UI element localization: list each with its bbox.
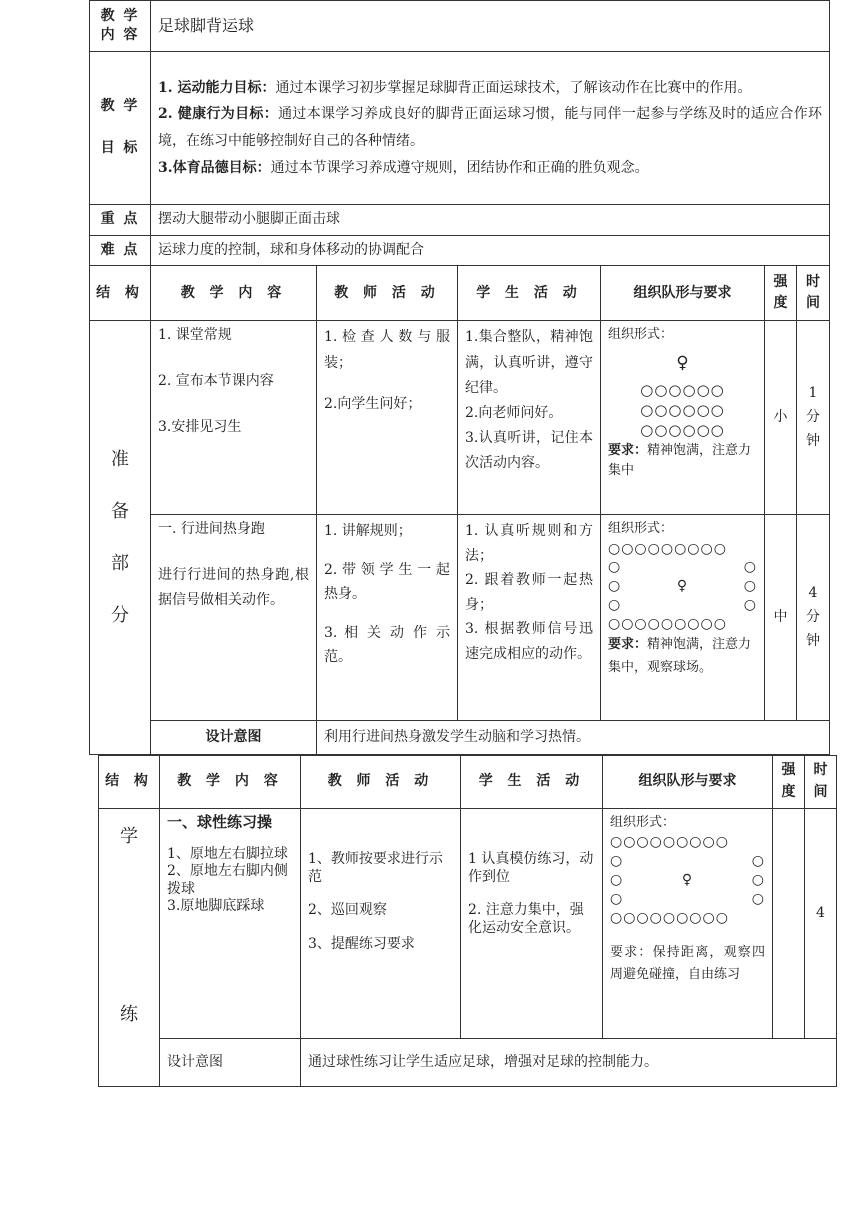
- req-label: 要求：: [608, 636, 648, 652]
- col-student: 学 生 活 动: [461, 756, 603, 809]
- section-char: 部: [111, 552, 129, 574]
- content-line: 3.安排见习生: [158, 418, 242, 435]
- teacher-line: 1. 讲解规则；: [324, 523, 412, 540]
- student-row: ○○○○○○: [640, 421, 725, 440]
- goal-label-line: 目 标: [100, 140, 140, 156]
- org-title: 组织形式：: [608, 327, 674, 343]
- practice-content: [160, 809, 301, 1039]
- practice-student: [461, 809, 603, 1039]
- content-item: 2、原地左右脚内侧拨球: [167, 863, 288, 897]
- org-title: 组织形式：: [608, 521, 674, 537]
- student-dot: ○: [743, 597, 757, 614]
- content-label: 教 学 内 容: [90, 1, 151, 52]
- student-line: 2. 跟着教师一起热身；: [465, 572, 593, 613]
- goal-title: 3.体育品德目标：: [158, 159, 271, 176]
- content-line: 1. 课堂常规: [158, 327, 232, 344]
- practice-intent-label: 设计意图: [160, 1039, 301, 1087]
- prep2-time: 4 分 钟: [797, 515, 830, 721]
- goal-text: 通过本课学习初步掌握足球脚背正面运球技术，了解该动作在比赛中的作用。: [275, 79, 752, 96]
- student-line: 3.认真听讲，记住本次活动内容。: [465, 430, 593, 472]
- student-row: ○○○○○○○○○: [608, 540, 727, 557]
- goal-title: 1. 运动能力目标：: [158, 79, 276, 96]
- student-dot: ○: [751, 890, 765, 907]
- teacher-line: 2.向学生问好；: [324, 395, 422, 412]
- student-line: 3. 根据教师信号迅速完成相应的动作。: [465, 621, 593, 662]
- teacher-line: 2. 带 领 学 生 一 起热身。: [324, 561, 450, 603]
- content-text: 进行行进间的热身跑,根据信号做相关动作。: [158, 567, 309, 608]
- student-line: 2.向老师问好。: [465, 404, 563, 421]
- col-content: 教 学 内 容: [160, 756, 301, 809]
- col-structure: 结 构: [90, 266, 151, 321]
- teacher-line: 3、提醒练习要求: [308, 935, 415, 952]
- student-dot: ○: [751, 853, 765, 870]
- student-dot: ○: [743, 559, 757, 576]
- student-line: 2. 注意力集中，强化运动安全意识。: [468, 902, 584, 936]
- key-value: 摆动大腿带动小腿脚正面击球: [151, 205, 830, 236]
- teacher-line: 1、教师按要求进行示范: [308, 851, 443, 885]
- section-practice: [99, 809, 160, 1087]
- col-org: 组织队形与要求: [601, 266, 765, 321]
- practice-time: 4: [805, 809, 837, 1039]
- student-line: 1.集合整队，精神饱满，认真听讲，遵守纪律。: [465, 329, 593, 396]
- prep2-teacher: [317, 515, 458, 721]
- req-label: 要求：: [608, 442, 648, 458]
- goal-item: [158, 155, 822, 182]
- student-row: ○○○○○○○○○: [608, 616, 727, 633]
- student-dot: ○: [610, 871, 624, 888]
- student-dot: ○: [610, 890, 624, 907]
- col-intensity: 强度: [773, 756, 805, 809]
- goal-item: [158, 75, 822, 102]
- content-line: 2. 宣布本节课内容: [158, 373, 274, 390]
- content-value: 足球脚背运球: [151, 1, 830, 52]
- prep-intent-text: 利用行进间热身激发学生动脑和学习热情。: [317, 721, 830, 755]
- section-char: 准: [111, 448, 129, 470]
- student-dot: ○: [608, 559, 622, 576]
- prep2-org: [601, 515, 765, 721]
- col-structure: 结 构: [99, 756, 160, 809]
- student-dot: ○: [608, 578, 622, 595]
- practice-intensity: [773, 809, 805, 1039]
- col-time: 时间: [805, 756, 837, 809]
- col-intensity: 强度: [765, 266, 797, 321]
- section-prep: [90, 321, 151, 755]
- section-char: 备: [111, 500, 129, 522]
- student-line: 1. 认真听规则和方法；: [465, 523, 593, 564]
- col-org: 组织队形与要求: [603, 756, 773, 809]
- student-dot: ○: [610, 853, 624, 870]
- section-char: 分: [111, 604, 129, 626]
- prep2-intensity: 中: [765, 515, 797, 721]
- key-label: 重 点: [90, 205, 151, 236]
- goal-item: [158, 101, 822, 154]
- prep1-teacher: [317, 321, 458, 515]
- student-dot: ○: [743, 578, 757, 595]
- goal-label-line: 教 学: [100, 98, 140, 115]
- goal-label: [90, 52, 151, 205]
- col-student: 学 生 活 动: [458, 266, 601, 321]
- student-dot: ○: [751, 871, 765, 888]
- goal-text: 通过本节课学习养成遵守规则，团结协作和正确的胜负观念。: [270, 159, 649, 176]
- teacher-line: 2、巡回观察: [308, 902, 387, 918]
- student-line: 1 认真模仿练习，动作到位: [468, 851, 594, 885]
- goal-text: 通过本课学习养成良好的脚背正面运球习惯，能与同伴一起参与学练及时的适应合作环境，在练习中能够控制好自己的各种情绪。: [158, 106, 823, 149]
- difficulty-value: 运球力度的控制，球和身体移动的协调配合: [151, 235, 830, 266]
- formation-square: [610, 833, 765, 927]
- prep1-student: [458, 321, 601, 515]
- prep1-time: 1 分 钟: [797, 321, 830, 515]
- practice-org: [603, 809, 773, 1039]
- lesson-plan-table-1: [89, 0, 830, 755]
- prep1-intensity: 小: [765, 321, 797, 515]
- content-item: 1、原地左右脚拉球: [167, 845, 288, 862]
- teacher-symbol-icon: ♀: [681, 871, 694, 888]
- practice-intent-text: 通过球性练习让学生适应足球，增强对足球的控制能力。: [301, 1039, 837, 1087]
- difficulty-label: 难 点: [90, 235, 151, 266]
- section-char: 练: [120, 1003, 138, 1025]
- student-row: ○○○○○○: [640, 401, 725, 420]
- goal-title: 2. 健康行为目标：: [158, 106, 279, 123]
- req-text: 精神饱满，注意力集中: [608, 442, 752, 479]
- content-item: 3.原地脚底踩球: [167, 898, 265, 915]
- req-text: 精神饱满，注意力集中，观察球场。: [608, 636, 752, 675]
- teacher-line: 1. 检 查 人 数 与 服装；: [324, 329, 450, 371]
- col-teacher: 教 师 活 动: [317, 266, 458, 321]
- student-row: ○○○○○○○○○: [610, 834, 729, 851]
- org-title: 组织形式：: [610, 815, 676, 830]
- content-title: 一、球性练习操: [167, 813, 273, 831]
- prep-intent-label: 设计意图: [151, 721, 317, 755]
- content-title: 一. 行进间热身跑: [158, 521, 265, 538]
- section-char: 学: [120, 826, 138, 847]
- practice-teacher: [301, 809, 461, 1039]
- teacher-line: 3. 相 关 动 作 示 范。: [324, 624, 450, 666]
- prep1-content: [151, 321, 317, 515]
- req-text: 要求：保持距离，观察四周避免碰撞，自由练习: [610, 944, 765, 983]
- student-row: ○○○○○○: [640, 380, 725, 399]
- prep2-student: [458, 515, 601, 721]
- goals-cell: [151, 52, 830, 205]
- lesson-plan-table-2: [98, 755, 837, 1087]
- col-time: 时间: [797, 266, 830, 321]
- prep1-org: [601, 321, 765, 515]
- col-content: 教 学 内 容: [151, 266, 317, 321]
- formation-square: [608, 540, 757, 634]
- teacher-symbol-icon: ♀: [676, 578, 689, 595]
- prep2-content: [151, 515, 317, 721]
- col-teacher: 教 师 活 动: [301, 756, 461, 809]
- teacher-symbol-icon: ♀: [676, 352, 689, 373]
- student-row: ○○○○○○○○○: [610, 909, 729, 926]
- student-dot: ○: [608, 597, 622, 614]
